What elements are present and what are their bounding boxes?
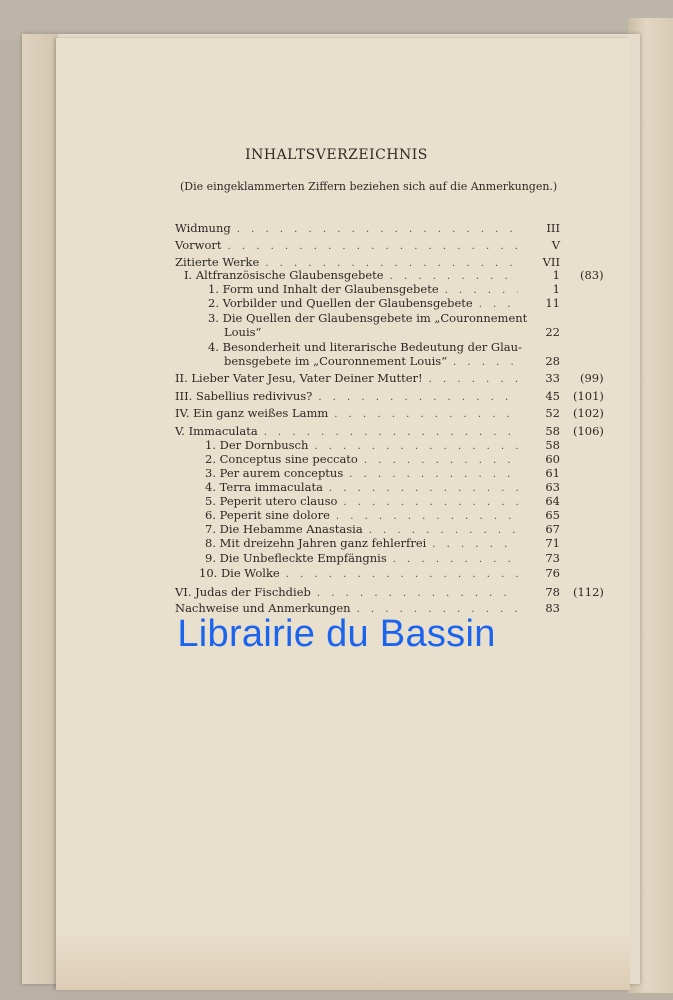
toc-entry-page: 11 [545,296,560,310]
leader-dots [429,373,518,387]
toc-entry-page: 61 [545,466,560,480]
toc-entry [175,371,604,387]
toc-entry [208,311,560,325]
toc-entry-label: Nachweise und Anmerkungen [175,601,351,615]
toc-entry-label: 2. Vorbilder und Quellen der Glaubensgebete [208,296,473,310]
toc-entry-page: 58 [545,438,560,452]
toc-entry-page: 71 [545,536,560,550]
toc-entry-page: 52 [545,406,560,420]
leader-dots [318,391,518,405]
leader-dots [286,568,518,582]
leader-dots [432,538,518,552]
leader-dots [479,298,518,312]
toc-entry-note: (112) [573,585,604,599]
toc-entry [208,340,560,354]
toc-entry-page: 67 [545,522,560,536]
toc-entry-page: 78 [545,585,560,599]
toc-entry-label: 7. Die Hebamme Anastasia [205,522,363,536]
toc-entry [199,566,560,582]
toc-entry-label: VI. Judas der Fischdieb [175,585,311,599]
toc-entry-label: 5. Peperit utero clauso [205,494,338,508]
leader-dots [317,587,518,601]
toc-entry-label: Louis“ [224,325,262,339]
toc-entry [175,238,560,254]
toc-entry [175,406,604,422]
toc-entry-page: 33 [545,371,560,385]
toc-entry-label: Vorwort [175,238,222,252]
toc-entry-page: VII [542,255,560,269]
toc-entry-label: 1. Der Dornbusch [205,438,309,452]
toc-entry-page: 1 [552,282,560,296]
toc-subtitle: (Die eingeklammerten Ziffern beziehen sich auf die Anmerkungen.) [180,180,558,193]
toc-entry-label: 8. Mit dreizehn Jahren ganz fehlerfrei [205,536,427,550]
toc-entry-label: 10. Die Wolke [199,566,280,580]
leader-dots [393,553,518,567]
toc-entry-label: Widmung [175,221,231,235]
toc-entry-page: 45 [545,389,560,403]
toc-entry-page: 73 [545,551,560,565]
toc-entry-label: Zitierte Werke [175,255,260,269]
toc-entry [175,221,560,237]
toc-entry-page: 83 [545,601,560,615]
toc-entry-page: 63 [545,480,560,494]
watermark-text: Librairie du Bassin [177,613,496,655]
toc-entry-label: 2. Conceptus sine peccato [205,452,358,466]
toc-entry-note: (102) [573,406,604,420]
toc-entry-note: (101) [573,389,604,403]
toc-entry [175,389,604,405]
leader-dots [237,223,518,237]
toc-entry-label: 4. Terra immaculata [205,480,323,494]
toc-entry-label: bensgebete im „Couronnement Louis“ [224,354,448,368]
toc-entry-note: (83) [580,268,604,282]
toc-entry-label: III. Sabellius redivivus? [175,389,313,403]
toc-entry [205,551,560,567]
toc-entry-page: 64 [545,494,560,508]
leader-dots [453,356,518,370]
toc-title: INHALTSVERZEICHNIS [245,147,428,163]
toc-entry-label: 1. Form und Inhalt der Glaubensgebete [208,282,439,296]
toc-entry-label: 3. Per aurem conceptus [205,466,344,480]
toc-entry-page: 60 [545,452,560,466]
leader-dots [228,240,518,254]
toc-entry [224,325,560,341]
toc-entry-note: (106) [573,424,604,438]
toc-entry-label: 9. Die Unbefleckte Empfängnis [205,551,387,565]
toc-entry [205,536,560,552]
toc-entry-page: 58 [545,424,560,438]
toc-entry-page: 22 [545,325,560,339]
toc-entry-page: V [551,238,560,252]
toc-entry [208,296,560,312]
toc-entry-label: IV. Ein ganz weißes Lamm [175,406,329,420]
toc-entry-page: III [546,221,560,235]
toc-entry-label: 3. Die Quellen der Glaubensgebete im „Couronnement [208,311,528,325]
toc-entry [175,585,604,601]
toc-entry-page: 65 [545,508,560,522]
toc-entry-label: 6. Peperit sine dolore [205,508,330,522]
leader-dots [334,408,518,422]
page-stain [56,930,630,990]
toc-entry-page: 28 [545,354,560,368]
toc-entry-label: 4. Besonderheit und literarische Bedeutung der Glau- [208,340,522,354]
toc-entry-note: (99) [580,371,604,385]
toc-entry-page: 76 [545,566,560,580]
toc-entry-page: 1 [552,268,560,282]
toc-entry-label: V. Immaculata [175,424,258,438]
toc-entry-label: II. Lieber Vater Jesu, Vater Deiner Mutter! [175,371,423,385]
toc-entry-label: I. Altfranzösische Glaubensgebete [184,268,384,282]
toc-entry [224,354,560,370]
